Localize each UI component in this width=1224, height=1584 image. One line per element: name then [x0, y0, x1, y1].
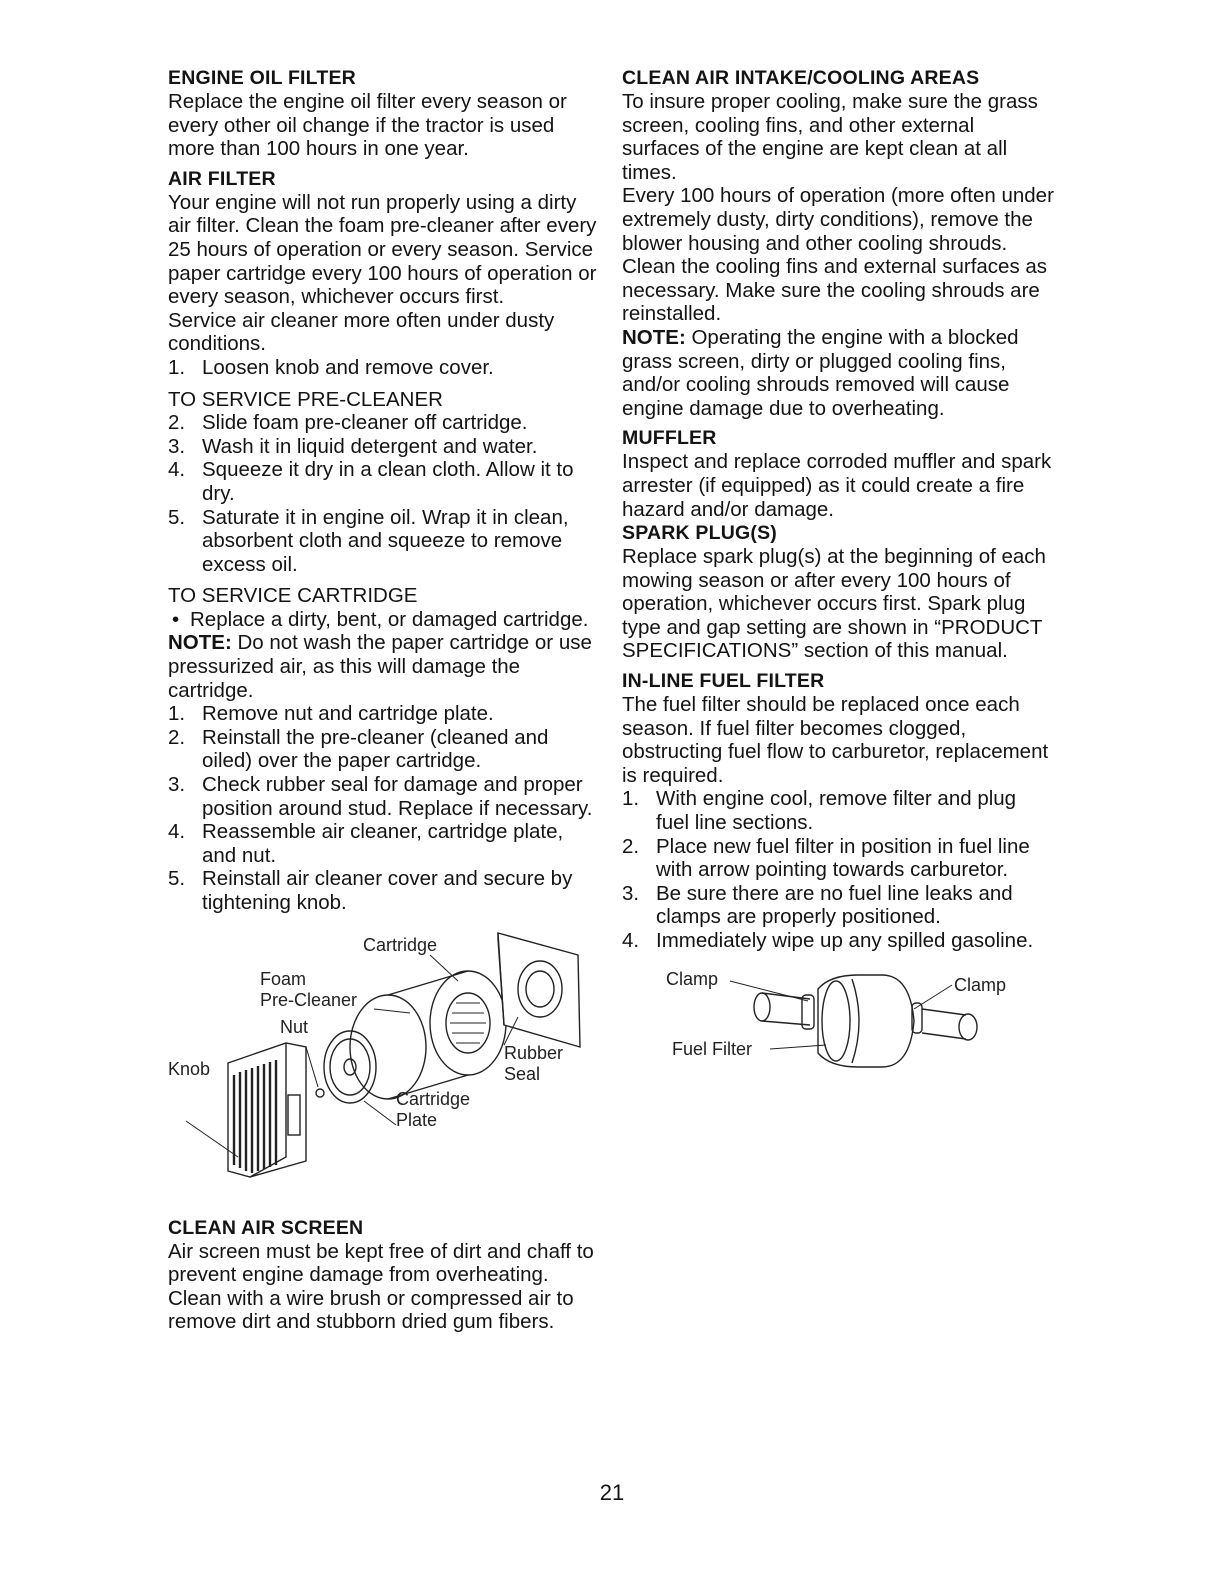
- step-text: Place new fuel filter in position in fuel line with arrow pointing towards carburetor.: [656, 834, 1030, 882]
- note: [622, 326, 1054, 420]
- paragraph: Replace spark plug(s) at the beginning of each mowing season or after every 100 hours of operation, whichever occurs first. Spark plug type and gap setting are shown in “PRODUCT SPECIFICATIONS” section of this manual.: [622, 545, 1046, 663]
- page-number: 21: [599, 1480, 625, 1505]
- subheading: TO SERVICE PRE-CLEANER: [168, 387, 443, 411]
- bullet-list: [168, 608, 598, 632]
- paragraph: The fuel filter should be replaced once each season. If fuel filter becomes clogged, obstructing fuel flow to carburetor, replacement is required.: [622, 693, 1049, 787]
- spark-plugs-section: [622, 521, 1054, 663]
- list-item: [168, 773, 598, 820]
- paragraph: Replace the engine oil filter every season or every other oil change if the tractor is used more than 100 hours in one year.: [168, 90, 567, 161]
- engine-oil-filter-section: [168, 66, 598, 161]
- step-list: [168, 356, 598, 380]
- cartridge-shape: [350, 971, 506, 1099]
- list-item: [168, 411, 598, 435]
- list-item: [168, 702, 598, 726]
- list-item: [168, 356, 598, 380]
- fuel-line-right: [922, 1009, 977, 1040]
- step-text: Loosen knob and remove cover.: [202, 355, 494, 379]
- muffler-section: [622, 426, 1054, 521]
- section-heading: IN-LINE FUEL FILTER: [622, 670, 825, 693]
- step-number: 2.: [622, 834, 640, 858]
- step-text: Saturate it in engine oil. Wrap it in clean, absorbent cloth and squeeze to remove excess oil.: [202, 505, 569, 576]
- air-filter-section: [168, 167, 598, 915]
- step-text: Slide foam pre-cleaner off cartridge.: [202, 411, 528, 435]
- section-heading: SPARK PLUG(S): [622, 522, 777, 545]
- section-heading: MUFFLER: [622, 427, 717, 450]
- label-cartridge-plate-1: Cartridge: [396, 1088, 471, 1109]
- paragraph: Air screen must be kept free of dirt and chaff to prevent engine damage from overheating. Clean with a wire brush or compressed air to remove dirt and stubborn dried gum fibers.: [168, 1239, 594, 1334]
- rubber-seal-shape: [498, 933, 580, 1047]
- step-text: Squeeze it dry in a clean cloth. Allow it to dry.: [202, 458, 574, 505]
- step-number: 4.: [168, 458, 186, 482]
- paragraph: Service air cleaner more often under dusty conditions.: [168, 308, 555, 356]
- list-item: [168, 458, 598, 505]
- label-clamp-right: Clamp: [954, 974, 1007, 995]
- step-number: 5.: [168, 505, 186, 529]
- fuel-filter-section: [622, 669, 1054, 953]
- step-list: [168, 702, 598, 914]
- section-heading: AIR FILTER: [168, 167, 276, 190]
- list-item: [168, 435, 598, 459]
- note-label: NOTE:: [622, 325, 686, 349]
- step-number: 4.: [168, 820, 186, 844]
- note-text: Operating the engine with a blocked grass screen, dirty or plugged cooling fins, and/or cooling shrouds removed will cause engine damage due to overheating.: [622, 325, 1019, 420]
- list-item: [622, 882, 1054, 929]
- step-text: Reinstall air cleaner cover and secure by tightening knob.: [202, 867, 573, 914]
- label-knob: Knob: [168, 1058, 211, 1079]
- step-list: [168, 411, 598, 576]
- step-text: Reinstall the pre-cleaner (cleaned and oiled) over the paper cartridge.: [202, 725, 549, 773]
- fuel-filter-diagram: [622, 967, 1054, 1077]
- left-column: [168, 66, 598, 1334]
- list-item: • Replace a dirty, bent, or damaged cartridge.: [168, 608, 598, 632]
- label-nut: Nut: [280, 1016, 309, 1037]
- step-number: 3.: [168, 434, 186, 458]
- step-text: Reassemble air cleaner, cartridge plate, and nut.: [202, 820, 564, 867]
- air-cleaner-cover: [228, 1043, 306, 1177]
- clean-air-intake-section: [622, 66, 1054, 420]
- air-filter-diagram: [168, 925, 598, 1210]
- step-text: Remove nut and cartridge plate.: [202, 702, 494, 726]
- list-item: [168, 506, 598, 577]
- step-number: 3.: [622, 881, 640, 905]
- section-heading: CLEAN AIR SCREEN: [168, 1216, 364, 1239]
- note-label: NOTE:: [168, 631, 232, 655]
- label-seal: Seal: [504, 1063, 541, 1084]
- step-text: With engine cool, remove filter and plug fuel line sections.: [656, 787, 1017, 835]
- step-text: Immediately wipe up any spilled gasoline.: [656, 929, 1034, 952]
- step-text: Be sure there are no fuel line leaks and clamps are properly positioned.: [656, 881, 1013, 929]
- step-number: 2.: [168, 411, 186, 435]
- paragraph: Your engine will not run properly using a dirty air filter. Clean the foam pre-cleaner after every 25 hours of operation or every season. Service paper cartridge every 100 hours of operation or every season, whichever occurs first.: [168, 190, 597, 309]
- fuel-filter-body: [818, 975, 914, 1067]
- label-clamp-left: Clamp: [666, 968, 719, 989]
- list-item: [622, 787, 1054, 834]
- step-number: 1.: [622, 787, 640, 811]
- step-number: 2.: [168, 725, 186, 749]
- clean-air-screen-section: [168, 1216, 598, 1334]
- label-foam: Foam: [260, 968, 307, 989]
- paragraph: To insure proper cooling, make sure the grass screen, cooling fins, and other external surfaces of the engine are kept clean at all times.: [622, 90, 1038, 184]
- note: [168, 631, 598, 702]
- label-fuel-filter: Fuel Filter: [672, 1038, 753, 1059]
- step-number: 5.: [168, 867, 186, 891]
- label-rubber: Rubber: [504, 1042, 564, 1063]
- paragraph: Every 100 hours of operation (more often under extremely dusty, dirty conditions), remove the blower housing and other cooling shrouds. Clean the cooling fins and external surfaces as necessary. Make sure the cooling shrouds are reinstalled.: [622, 184, 1054, 326]
- section-heading: CLEAN AIR INTAKE/COOLING AREAS: [622, 67, 980, 89]
- subheading: TO SERVICE CARTRIDGE: [168, 584, 418, 608]
- step-list: [622, 787, 1054, 952]
- right-column: [622, 66, 1054, 1077]
- list-item: [168, 867, 598, 914]
- list-item: [168, 726, 598, 773]
- step-number: 1.: [168, 355, 186, 379]
- step-number: 1.: [168, 702, 186, 726]
- paragraph: Inspect and replace corroded muffler and spark arrester (if equipped) as it could create a fire hazard and/or damage.: [622, 450, 1052, 521]
- label-pre-cleaner: Pre-Cleaner: [260, 989, 358, 1010]
- label-cartridge-plate-2: Plate: [396, 1109, 438, 1130]
- list-item: [622, 835, 1054, 882]
- step-text: Wash it in liquid detergent and water.: [202, 434, 538, 458]
- nut-shape: [316, 1089, 324, 1097]
- step-number: 4.: [622, 929, 640, 952]
- list-item: [168, 820, 598, 867]
- note-text: Do not wash the paper cartridge or use pressurized air, as this will damage the cartridge.: [168, 631, 592, 702]
- section-heading: ENGINE OIL FILTER: [168, 67, 356, 89]
- list-item: [622, 929, 1054, 953]
- step-text: Check rubber seal for damage and proper position around stud. Replace if necessary.: [202, 773, 593, 820]
- label-cartridge: Cartridge: [363, 934, 438, 955]
- step-number: 3.: [168, 773, 186, 797]
